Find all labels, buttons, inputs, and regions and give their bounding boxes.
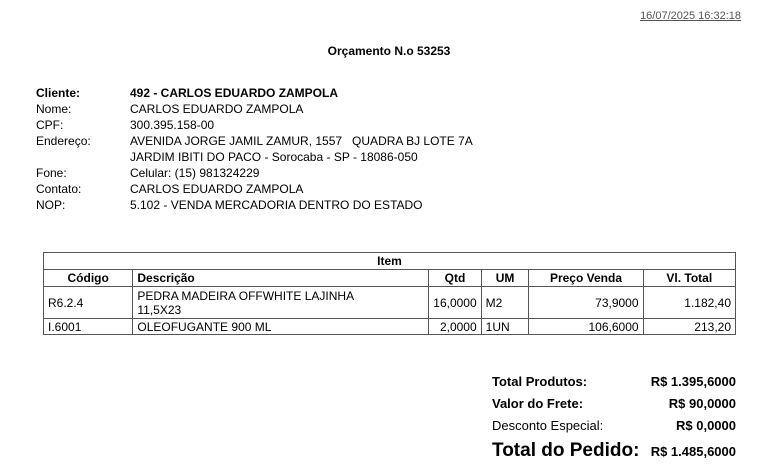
contact-row (36, 181, 473, 197)
print-timestamp: 16/07/2025 16:32:18 (640, 10, 741, 22)
discount-value: R$ 0,0000 (676, 418, 736, 433)
nop-label: NOP: (36, 198, 66, 212)
address-line-1: AVENIDA JORGE JAMIL ZAMUR, 1557 QUADRA BJ LOTE 7A (130, 134, 473, 148)
address-label: Endereço: (36, 134, 91, 148)
column-header-qtd: Qtd (429, 270, 481, 287)
totals-block (492, 371, 736, 465)
cell-codigo: R6.2.4 (44, 287, 133, 319)
column-header-preco: Preço Venda (529, 270, 643, 287)
cell-codigo: I.6001 (44, 319, 133, 335)
order-total-row (492, 437, 736, 465)
cpf-row (36, 117, 473, 133)
cell-um: 1UN (481, 319, 529, 335)
client-info-block (36, 85, 473, 213)
cell-preco: 106,6000 (529, 319, 643, 335)
name-value: CARLOS EDUARDO ZAMPOLA (130, 102, 304, 116)
cell-descricao-line-1: PEDRA MADEIRA OFFWHITE LAJINHA (137, 288, 355, 303)
phone-row (36, 165, 473, 181)
order-total-value: R$ 1.485,6000 (650, 444, 736, 459)
cell-total: 213,20 (643, 319, 735, 335)
cell-um: M2 (481, 287, 529, 319)
cell-descricao: OLEOFUGANTE 900 ML (133, 319, 429, 335)
column-header-um: UM (481, 270, 529, 287)
discount-row (492, 415, 736, 437)
column-header-codigo: Código (44, 270, 133, 287)
column-header-descricao: Descrição (133, 270, 429, 287)
items-section-title: Item (44, 253, 736, 270)
nop-row (36, 197, 473, 213)
cell-qtd: 16,0000 (429, 287, 481, 319)
page-title: Orçamento N.o 53253 (327, 44, 451, 58)
nop-value: 5.102 - VENDA MERCADORIA DENTRO DO ESTADO (130, 198, 423, 212)
table-header-row (44, 270, 736, 287)
cell-qtd: 2,0000 (429, 319, 481, 335)
column-header-total: Vl. Total (643, 270, 735, 287)
total-products-row (492, 371, 736, 393)
cpf-value: 300.395.158-00 (130, 118, 215, 132)
phone-value: Celular: (15) 981324229 (130, 166, 260, 180)
cell-descricao (133, 287, 429, 319)
client-row (36, 85, 473, 101)
phone-label: Fone: (36, 166, 67, 180)
address-row (36, 133, 473, 149)
freight-row (492, 393, 736, 415)
table-row (44, 319, 736, 335)
address-row-2 (36, 149, 473, 165)
name-row (36, 101, 473, 117)
client-value: 492 - CARLOS EDUARDO ZAMPOLA (130, 86, 339, 100)
freight-label: Valor do Frete: (492, 396, 584, 411)
name-label: Nome: (36, 102, 72, 116)
cell-total: 1.182,40 (643, 287, 735, 319)
contact-label: Contato: (36, 182, 82, 196)
cell-descricao-line-2: 11,5X23 (137, 302, 182, 317)
cell-preco: 73,9000 (529, 287, 643, 319)
client-label: Cliente: (36, 86, 81, 100)
contact-value: CARLOS EDUARDO ZAMPOLA (130, 182, 304, 196)
discount-label: Desconto Especial: (492, 418, 604, 433)
cpf-label: CPF: (36, 118, 64, 132)
total-products-value: R$ 1.395,6000 (650, 374, 736, 389)
items-table (43, 252, 736, 335)
total-products-label: Total Produtos: (492, 374, 588, 389)
table-row (44, 287, 736, 319)
order-total-label: Total do Pedido: (492, 440, 640, 461)
address-line-2: JARDIM IBITI DO PACO - Sorocaba - SP - 18086-050 (130, 150, 418, 164)
freight-value: R$ 90,0000 (668, 396, 736, 411)
